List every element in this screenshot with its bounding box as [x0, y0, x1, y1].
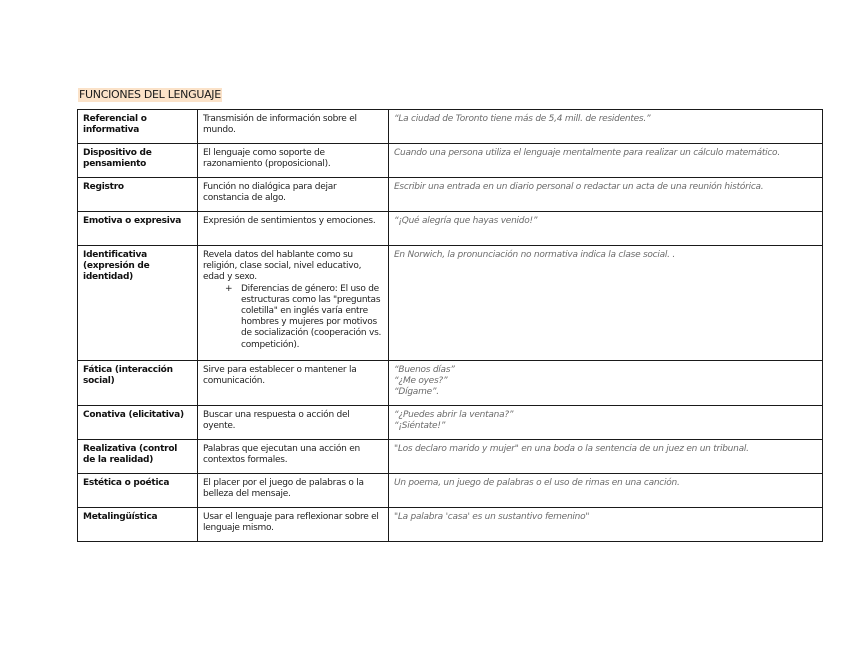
- example-line: "Los declaro marido y mujer" en una boda o la sentencia de un juez en un tribunal.: [394, 444, 749, 454]
- function-example: [389, 212, 823, 246]
- example-line: En Norwich, la pronunciación no normativa indica la clase social. .: [394, 250, 675, 260]
- function-name: Registro: [78, 178, 198, 212]
- function-description: Buscar una respuesta o acción del oyente.: [198, 406, 389, 440]
- function-name: Metalingüística: [78, 508, 198, 542]
- table-row: [78, 212, 823, 246]
- example-line: “¡Qué alegría que hayas venido!”: [394, 216, 538, 226]
- table-row: [78, 406, 823, 440]
- example-line: “Dígame”.: [394, 387, 439, 398]
- table-row: [78, 474, 823, 508]
- function-example: [389, 406, 823, 440]
- table-row: [78, 178, 823, 212]
- function-description: Expresión de sentimientos y emociones.: [198, 212, 389, 246]
- example-line: "La palabra 'casa' es un sustantivo femenino": [394, 512, 590, 522]
- function-example: [389, 440, 823, 474]
- example-line: Un poema, un juego de palabras o el uso de rimas en una canción.: [394, 478, 680, 488]
- function-description: Palabras que ejecutan una acción en contextos formales.: [198, 440, 389, 474]
- sub-list: [203, 284, 383, 351]
- table-row: [78, 246, 823, 361]
- function-name: Realizativa (control de la realidad): [78, 440, 198, 474]
- function-description-text: Revela datos del hablante como su religión, clase social, nivel educativo, edad y sexo.: [203, 250, 362, 283]
- function-description: Sirve para establecer o mantener la comunicación.: [198, 361, 389, 406]
- function-example: [389, 144, 823, 178]
- function-name: Identificativa (expresión de identidad): [78, 246, 198, 361]
- table-row: [78, 440, 823, 474]
- function-description: Transmisión de información sobre el mundo.: [198, 110, 389, 144]
- document-title: FUNCIONES DEL LENGUAJE: [79, 88, 221, 101]
- example-line: Cuando una persona utiliza el lenguaje mentalmente para realizar un cálculo matemático.: [394, 148, 780, 158]
- example-line: “¿Puedes abrir la ventana?”: [394, 410, 514, 420]
- function-example: [389, 246, 823, 361]
- function-description: Función no dialógica para dejar constancia de algo.: [198, 178, 389, 212]
- function-name: Dispositivo de pensamiento: [78, 144, 198, 178]
- table-row: [78, 508, 823, 542]
- example-line: “La ciudad de Toronto tiene más de 5,4 mill. de residentes.”: [394, 114, 651, 124]
- example-line: Escribir una entrada en un diario personal o redactar un acta de una reunión histórica.: [394, 182, 764, 192]
- function-name: Conativa (elicitativa): [78, 406, 198, 440]
- function-description: Usar el lenguaje para reflexionar sobre el lenguaje mismo.: [198, 508, 389, 542]
- function-name: Emotiva o expresiva: [78, 212, 198, 246]
- function-description: El placer por el juego de palabras o la belleza del mensaje.: [198, 474, 389, 508]
- list-item: [203, 284, 383, 351]
- function-name: Referencial o informativa: [78, 110, 198, 144]
- function-name: Fática (interacción social): [78, 361, 198, 406]
- function-name: Estética o poética: [78, 474, 198, 508]
- table-row: [78, 144, 823, 178]
- function-example: [389, 178, 823, 212]
- table-row: [78, 110, 823, 144]
- bullet: +: [225, 283, 233, 294]
- function-description: El lenguaje como soporte de razonamiento (proposicional).: [198, 144, 389, 178]
- example-line: “¿Me oyes?”: [394, 376, 448, 387]
- function-example: [389, 508, 823, 542]
- example-line: “¡Siéntate!”: [394, 421, 446, 432]
- table-row: [78, 361, 823, 406]
- function-example: [389, 474, 823, 508]
- language-functions-table: [77, 109, 823, 542]
- function-example: [389, 110, 823, 144]
- list-item-text: Diferencias de género: El uso de estructuras como las "preguntas coletilla" en inglés varía entre hombres y mujeres por motivos de socialización (cooperación vs. competición).: [241, 283, 382, 350]
- function-description: [198, 246, 389, 361]
- example-line: “Buenos días”: [394, 365, 455, 375]
- function-example: [389, 361, 823, 406]
